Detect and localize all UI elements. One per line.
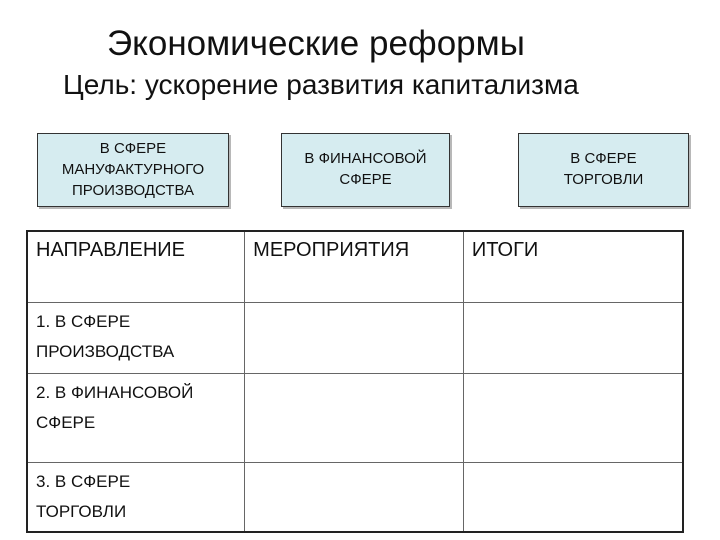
slide-subtitle: Цель: ускорение развития капитализма (63, 69, 579, 100)
header-direction: НАПРАВЛЕНИЕ (27, 231, 245, 303)
row-direction-label: 1. В СФЕРЕ ПРОИЗВОДСТВА (36, 312, 175, 361)
row-measures-cell (245, 374, 464, 463)
reforms-table (26, 230, 684, 533)
table-row (27, 374, 683, 463)
row-results-cell (463, 374, 683, 463)
row-results-cell (463, 463, 683, 533)
table-row (27, 463, 683, 533)
row-measures-cell (245, 463, 464, 533)
sphere-box-trade (518, 133, 689, 207)
sphere-box-manufacturing (37, 133, 229, 207)
sphere-box-label: В СФЕРЕ ТОРГОВЛИ (563, 150, 644, 188)
header-results: ИТОГИ (463, 231, 683, 303)
slide-title: Экономические реформы (107, 24, 525, 63)
sphere-box-label: В СФЕРЕ МАНУФАКТУРНОГО ПРОИЗВОДСТВА (61, 140, 205, 199)
row-results-cell (463, 303, 683, 374)
sphere-box-label: В ФИНАНСОВОЙ СФЕРЕ (304, 150, 427, 188)
header-measures: МЕРОПРИЯТИЯ (245, 231, 464, 303)
row-direction-label: 2. В ФИНАНСОВОЙ СФЕРЕ (36, 383, 194, 432)
row-direction-label: 3. В СФЕРЕ ТОРГОВЛИ (36, 472, 131, 521)
row-direction-cell (27, 303, 245, 374)
row-direction-cell (27, 463, 245, 533)
row-measures-cell (245, 303, 464, 374)
table-header-row (27, 231, 683, 303)
row-direction-cell (27, 374, 245, 463)
sphere-box-finance (281, 133, 450, 207)
table-row (27, 303, 683, 374)
